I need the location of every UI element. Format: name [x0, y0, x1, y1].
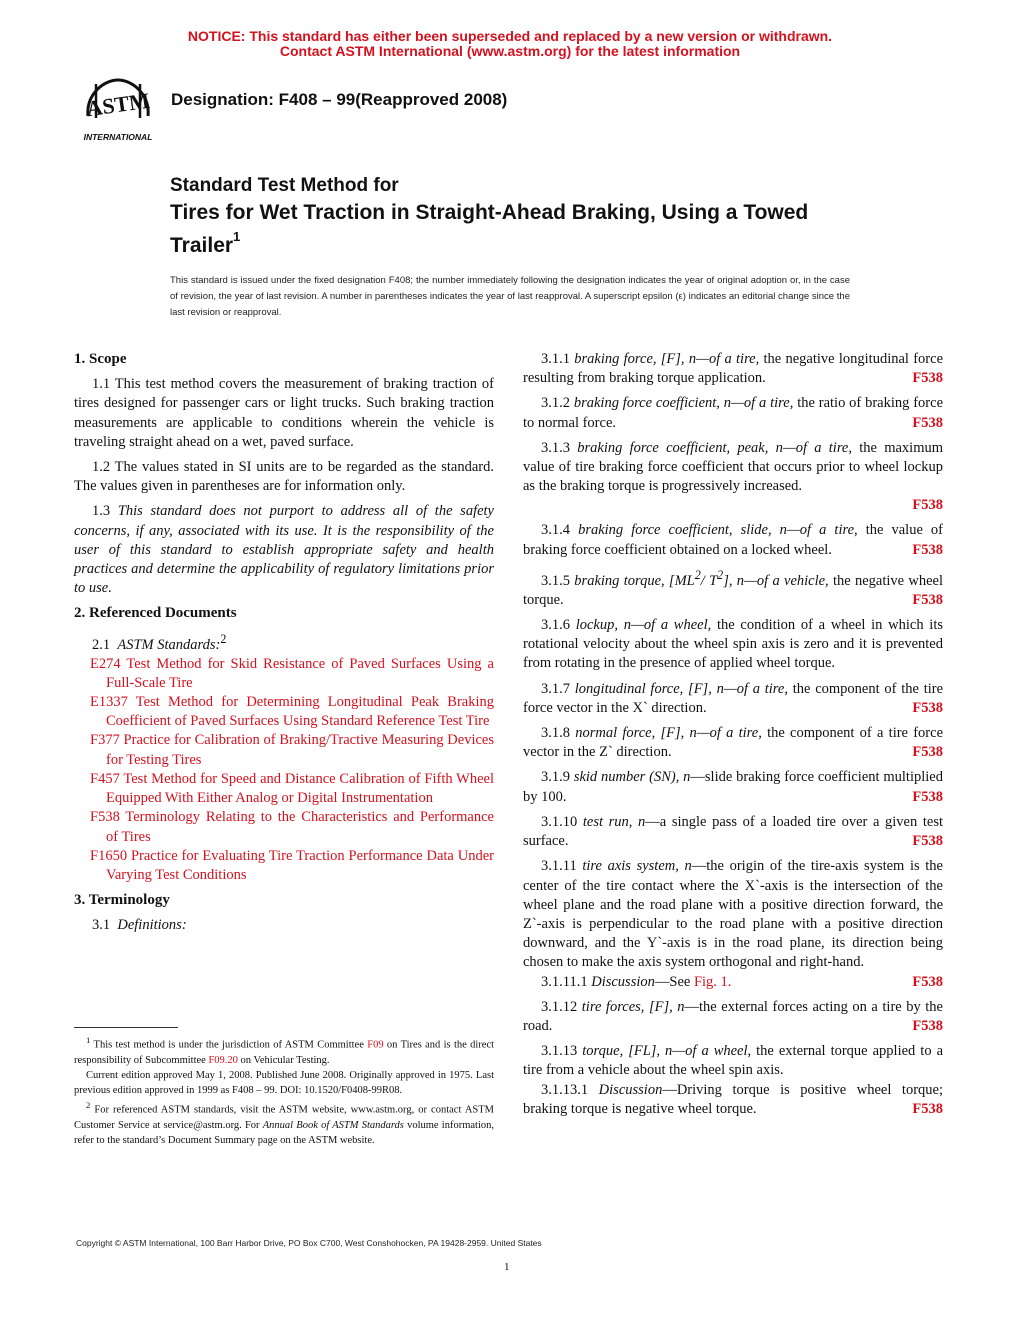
term-number: 3.1.4 — [541, 522, 570, 539]
source-link-f538[interactable]: F538 — [890, 541, 943, 560]
term-definition: the negative longitudinal force resulting from braking torque application. — [523, 351, 943, 387]
footnote-2-italic: Annual Book of ASTM Standards — [262, 1120, 404, 1132]
reference-item — [74, 808, 494, 846]
logo-mark: ASTM — [84, 87, 152, 122]
term-number: 3.1.8 — [541, 725, 570, 742]
footnote-1-edition: Current edition approved May 1, 2008. Published June 2008. Originally approved in 1975. Last previous edition approved in 1999 as F408 – 99. DOI: 10.1520/F0408-99R08. — [74, 1069, 494, 1097]
term-3-1-13 — [523, 1042, 943, 1080]
term-number: 3.1.1 — [541, 351, 570, 367]
para-2-1-number: 2.1 — [92, 636, 111, 653]
footnotes — [74, 1033, 494, 1148]
term-definition: the condition of a wheel in which its rotational velocity about the wheel spin axis is zero and it is prevented from rotating in the presence of applied wheel torque. — [523, 617, 943, 672]
term-definition: the component of a tire force vector in the Z` direction. — [523, 725, 944, 761]
astm-standards-label: ASTM Standards: — [117, 636, 221, 653]
term-3-1-13-1 — [523, 1081, 943, 1119]
reference-item — [74, 847, 494, 885]
footnote-1-text-c: on Vehicular Testing. — [240, 1054, 330, 1066]
term-name: skid number (SN), n — [573, 769, 691, 786]
source-link-f538[interactable]: F538 — [890, 699, 943, 718]
term-3-1-7 — [523, 680, 943, 718]
title-main — [170, 199, 870, 259]
footnote-1-text-a: This test method is under the jurisdiction of ASTM Committee — [93, 1039, 364, 1051]
term-name-a: braking torque, [ML — [574, 572, 695, 589]
footnote-mark-2: 2 — [220, 631, 227, 646]
source-link-f538[interactable]: F538 — [890, 1100, 943, 1119]
source-link-f538[interactable]: F538 — [890, 496, 943, 515]
logo-caption: INTERNATIONAL — [83, 132, 153, 142]
term-3-1-10 — [523, 813, 943, 851]
source-link-f538[interactable]: F538 — [890, 591, 943, 610]
section-heading-referenced-documents: 2. Referenced Documents — [74, 605, 237, 622]
term-definition: —the origin of the tire-axis system is the center of the tire contact where the X`-axis is the intersection of the wheel plane and the road plane with a positive direction forward, the Z`-axis is perpendicular to the road plane with a positive direction downward, and the Y`-axis is in the road plane, its direction being chosen to make the axis system orthogonal and right-hand. — [523, 858, 943, 971]
page-number: 1 — [504, 1261, 510, 1273]
definitions-label: Definitions: — [117, 917, 187, 934]
section-heading-scope: 1. Scope — [74, 351, 127, 367]
term-name: lockup, n—of a wheel, — [575, 617, 712, 634]
term-3-1-12 — [523, 998, 943, 1036]
source-link-f538[interactable]: F538 — [890, 414, 943, 433]
term-definition: the negative wheel torque. — [523, 572, 944, 608]
link-f09-20[interactable]: F09.20 — [208, 1054, 238, 1066]
term-definition: —slide braking force coefficient multiplied by 100. — [523, 769, 943, 805]
para-1-1: 1.1 This test method covers the measurement of braking traction of tires designed for passenger cars or light trucks. Such braking traction measurements are applicable to conditions wherein the vehicle is traveling straight ahead on a wet, paved surface. — [74, 376, 494, 450]
reference-title-link[interactable]: Practice for Calibration of Braking/Tractive Measuring Devices for Testing Tires — [106, 732, 494, 768]
reference-item — [74, 693, 494, 731]
footnote-1: $^1$ This test method is under the jurisdiction of ASTM Committee F09 on Tires and is the direct responsibility of Subcommittee F09.20 on Vehicular Testing. — [74, 1035, 495, 1066]
title-footnote-mark: 1 — [233, 229, 241, 244]
term-sup-2: 2 — [717, 567, 724, 582]
term-number: 3.1.10 — [541, 813, 578, 830]
term-name: longitudinal force, [F], n—of a tire, — [574, 680, 788, 697]
term-definition: the value of braking force coefficient obtained on a locked wheel. — [523, 522, 944, 558]
term-definition: the ratio of braking force to normal force. — [523, 395, 943, 431]
link-f09[interactable]: F09 — [367, 1039, 384, 1051]
term-number: 3.1.11.1 — [541, 973, 588, 990]
reference-item — [74, 770, 494, 808]
notice-line-1: NOTICE: This standard has either been superseded and replaced by a new version or withdrawn. — [187, 28, 833, 44]
term-name: braking force coefficient, slide, n—of a tire, — [578, 522, 858, 539]
term-definition: —Driving torque is positive wheel torque; braking torque is negative wheel torque. — [523, 1081, 943, 1117]
term-number: 3.1.13.1 — [541, 1081, 589, 1098]
term-3-1-1 — [523, 350, 943, 388]
term-number: 3.1.2 — [541, 395, 570, 412]
term-3-1-2 — [523, 394, 943, 432]
term-3-1-5 — [523, 566, 943, 610]
term-number: 3.1.13 — [541, 1043, 578, 1060]
reference-code-link[interactable]: F377 — [90, 732, 120, 749]
term-definition: the external torque applied to a tire from a vehicle about the wheel spin axis. — [523, 1043, 943, 1079]
para-1-3-number: 1.3 — [92, 503, 111, 520]
term-name: Discussion — [598, 1081, 663, 1098]
term-number: 3.1.12 — [541, 998, 578, 1015]
source-link-f538[interactable]: F538 — [890, 743, 943, 762]
reference-code-link[interactable]: E274 — [90, 655, 121, 672]
term-number: 3.1.9 — [541, 769, 570, 786]
term-name-c: ], n—of a vehicle, — [723, 572, 829, 589]
term-3-1-11 — [523, 857, 943, 972]
para-1-3 — [74, 502, 494, 598]
source-link-f538[interactable]: F538 — [890, 832, 943, 851]
reference-title-link[interactable]: Test Method for Skid Resistance of Paved Surfaces Using a Full-Scale Tire — [106, 655, 494, 691]
source-link-f538[interactable]: F538 — [890, 369, 943, 388]
issuance-note: This standard is issued under the fixed designation F408; the number immediately following the designation indicates the year of original adoption or, in the case of revision, the year of last revision. A number in parentheses indicates the year of last reapproval. A superscript epsilon (ε) indicates an editorial change since the last revision or reapproval. — [170, 275, 850, 318]
reference-code-link[interactable]: F538 — [90, 809, 120, 826]
reference-code-link[interactable]: E1337 — [90, 694, 128, 711]
term-name: normal force, [F], n—of a tire, — [575, 725, 762, 742]
link-fig-1[interactable]: Fig. 1. — [693, 973, 732, 990]
left-column — [74, 350, 494, 936]
term-3-1-4 — [523, 521, 943, 559]
para-3-1 — [74, 916, 494, 935]
reference-code-link[interactable]: F457 — [90, 770, 120, 787]
term-3-1-9 — [523, 768, 943, 806]
title-line-1: Standard Test Method for — [170, 175, 399, 196]
footnote-2-text-b: volume information, refer to the standard’s Document Summary page on the ASTM website. — [74, 1120, 494, 1147]
term-name-b: / T — [700, 572, 718, 589]
term-3-1-8 — [523, 724, 943, 762]
para-3-1-number: 3.1 — [92, 917, 111, 934]
section-heading-terminology: 3. Terminology — [74, 892, 170, 909]
copyright: Copyright © ASTM International, 100 Barr Harbor Drive, PO Box C700, West Conshohocken, PA 19428-2959. United States — [76, 1238, 542, 1248]
term-name: torque, [FL], n—of a wheel, — [582, 1043, 752, 1060]
term-sup-1: 2 — [694, 567, 701, 582]
term-name: braking force coefficient, n—of a tire, — [573, 395, 794, 412]
designation: Designation: F408 – 99(Reapproved 2008) — [171, 90, 508, 109]
term-name: tire forces, [F], n — [581, 998, 685, 1015]
para-2-1 — [74, 630, 494, 655]
para-1-2: 1.2 The values stated in SI units are to be regarded as the standard. The values given in parentheses are for information only. — [74, 459, 494, 495]
source-link-f538[interactable]: F538 — [890, 788, 943, 807]
term-definition: the component of the tire force vector in the X` direction. — [523, 680, 944, 716]
referenced-documents-list — [74, 655, 494, 885]
term-number: 3.1.7 — [541, 680, 570, 697]
footnote-2-text-a: For referenced ASTM standards, visit the ASTM website, www.astm.org, or contact ASTM Customer Service at service@astm.org. For — [74, 1104, 495, 1132]
term-3-1-6 — [523, 616, 943, 674]
title-main-text: Tires for Wet Traction in Straight-Ahead Braking, Using a Towed Trailer — [170, 201, 809, 257]
term-number: 3.1.5 — [541, 572, 570, 589]
footnote-1-text-b: on Tires and is the direct responsibility of Subcommittee — [74, 1039, 495, 1066]
reference-code-link[interactable]: F1650 — [90, 847, 128, 864]
source-link-f538[interactable]: F538 — [890, 1017, 943, 1036]
footnote-rule — [74, 1027, 178, 1028]
reference-item — [74, 731, 494, 769]
term-name: braking force, [F], n—of a tire, — [574, 351, 760, 367]
reference-title-link[interactable]: Test Method for Speed and Distance Calibration of Fifth Wheel Equipped With Either Analog or Digital Instrumentation — [106, 770, 495, 807]
term-definition: —a single pass of a loaded tire over a given test surface. — [523, 813, 943, 850]
footnote-2: $^2$ For referenced ASTM standards, visit the ASTM website, www.astm.org, or contact ASTM Customer Service at service@astm.org. For Annual Book of ASTM Standards volume information, refer to the standard’s Document Summary page on the ASTM website. — [74, 1100, 495, 1147]
term-definition: the maximum value of tire braking force coefficient that occurs prior to wheel lockup as the braking torque is progressively increased. — [523, 439, 944, 495]
term-name: test run, n — [582, 813, 646, 830]
reference-title-link[interactable]: Practice for Evaluating Tire Traction Performance Data Under Varying Test Conditions — [106, 847, 494, 883]
reference-title-link[interactable]: Terminology Relating to the Characteristics and Performance of Tires — [106, 809, 494, 845]
term-number: 3.1.6 — [541, 617, 570, 634]
term-definition: —the external forces acting on a tire by the road. — [523, 998, 943, 1034]
reference-item — [74, 655, 494, 693]
term-3-1-3 — [523, 439, 943, 516]
source-link-f538[interactable]: F538 — [890, 973, 943, 992]
term-definition: —See — [654, 973, 691, 990]
term-number: 3.1.3 — [541, 439, 570, 456]
term-name — [574, 567, 829, 589]
reference-title-link[interactable]: Test Method for Determining Longitudinal Peak Braking Coefficient of Paved Surfaces Using Standard Reference Test Tire — [106, 694, 494, 730]
term-name: tire axis system, n — [582, 858, 692, 875]
term-3-1-11-1 — [523, 973, 943, 992]
astm-logo — [74, 74, 162, 144]
term-name: braking force coefficient, peak, n—of a tire, — [577, 439, 852, 456]
notice-line-2: Contact ASTM International (www.astm.org) for the latest information — [279, 43, 741, 59]
term-number: 3.1.11 — [541, 858, 577, 875]
para-1-3-text: This standard does not purport to address all of the safety concerns, if any, associated with its use. It is the responsibility of the user of this standard to establish appropriate safety and health practices and determine the applicability of regulatory limitations prior to use. — [74, 503, 494, 597]
term-name: Discussion — [591, 973, 655, 990]
right-column — [523, 350, 943, 1119]
